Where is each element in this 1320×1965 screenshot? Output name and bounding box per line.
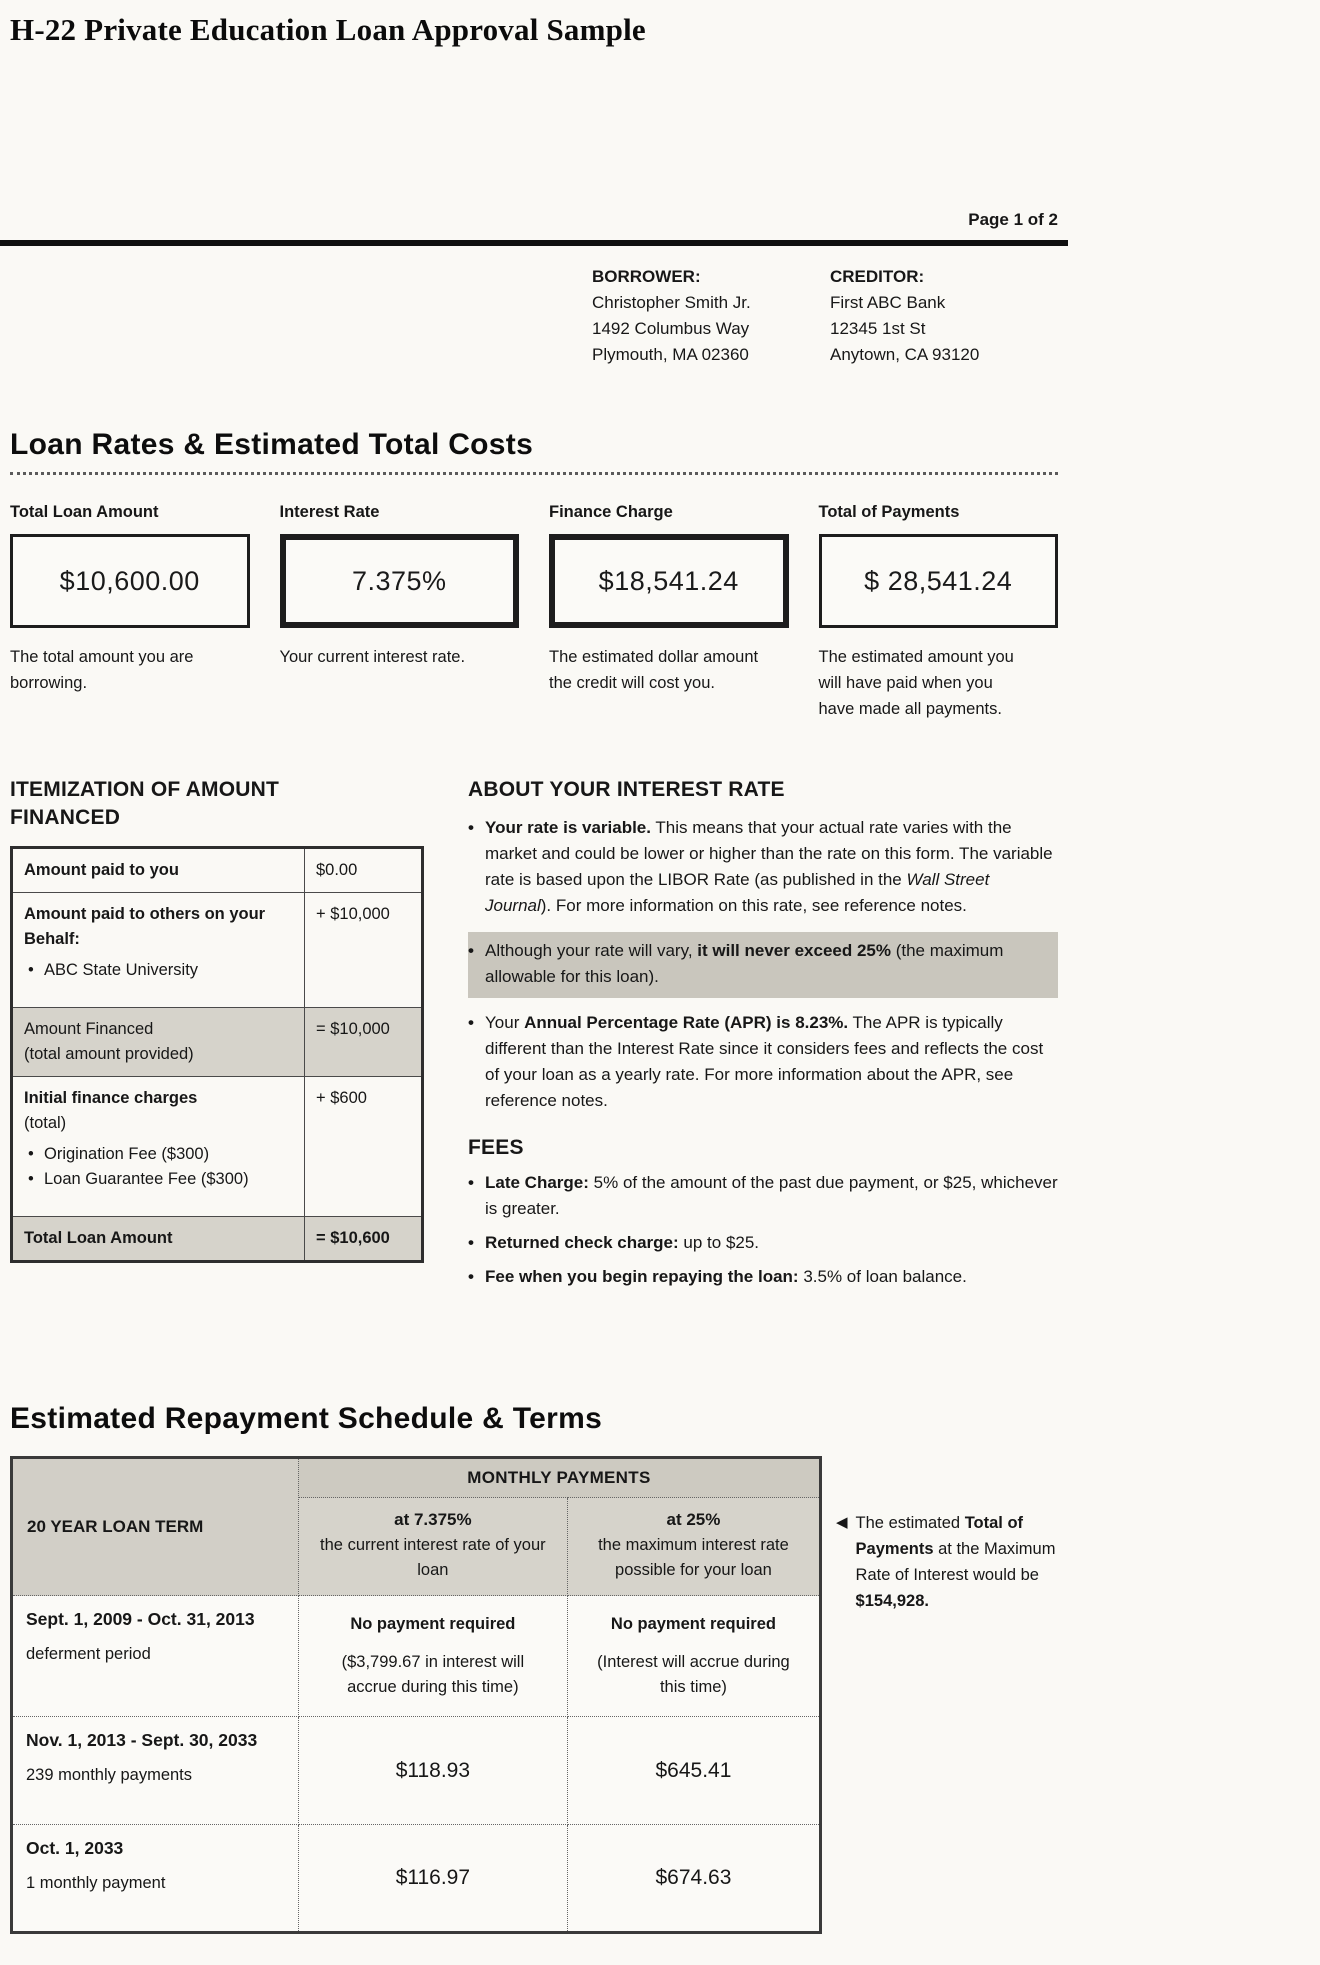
row-value: + $10,000	[305, 893, 423, 1008]
row-label: Amount Financed	[24, 1020, 154, 1038]
repayment-fee-bullet: • Fee when you begin repaying the loan: 3.5% of loan balance.	[468, 1264, 1058, 1290]
itemization-section	[10, 776, 424, 1290]
rate-column-header-current: at 7.375% the current interest rate of your loan	[298, 1498, 567, 1596]
finance-charge-caption: The estimated dollar amount the credit will cost you.	[549, 648, 759, 692]
table-row	[12, 1077, 423, 1217]
section-heading-repayment: Estimated Repayment Schedule & Terms	[10, 1402, 603, 1435]
interest-rate-label: Interest Rate	[279, 503, 380, 521]
finance-charge-column	[549, 503, 789, 722]
payment-cell-current: No payment required ($3,799.67 in interest will accrue during this time)	[298, 1596, 567, 1717]
late-charge-bullet: • Late Charge: 5% of the amount of the past due payment, or $25, whichever is greater.	[468, 1170, 1058, 1222]
borrower-section	[592, 264, 751, 368]
total-loan-amount-box: $10,600.00	[10, 534, 250, 628]
parties-block	[10, 264, 1058, 382]
apr-bullet: • Your Annual Percentage Rate (APR) is 8.23%. The APR is typically different than the Interest Rate since it considers fees and reflects the cost of your loan as a yearly rate. For more information about the APR, see reference notes.	[468, 1010, 1058, 1114]
borrower-address-line1: 1492 Columbus Way	[592, 319, 750, 338]
row-value: = $10,600	[305, 1217, 423, 1262]
repayment-row	[12, 1717, 821, 1825]
note-text: The estimated Total of Payments at the Maximum Rate of Interest would be $154,928.	[855, 1514, 1056, 1610]
loan-rates-row	[10, 503, 1058, 722]
total-of-payments-box: $ 28,541.24	[819, 534, 1059, 628]
repayment-table	[10, 1456, 822, 1934]
total-of-payments-label: Total of Payments	[818, 503, 960, 521]
itemization-heading: ITEMIZATION OF AMOUNT FINANCED	[10, 778, 279, 829]
rate-column-header-max: at 25% the maximum interest rate possible for your loan	[567, 1498, 820, 1596]
finance-charge-label: Finance Charge	[549, 503, 673, 521]
total-of-payments-caption: The estimated amount you will have paid when you have made all payments.	[818, 648, 1014, 718]
interest-rate-caption: Your current interest rate.	[279, 648, 466, 666]
max-total-payments-note	[836, 1456, 1062, 1934]
creditor-name: First ABC Bank	[830, 293, 946, 312]
payment-amount-current: $118.93	[298, 1717, 567, 1825]
about-interest-rate-heading: ABOUT YOUR INTEREST RATE	[468, 778, 785, 801]
interest-rate-info-section	[468, 776, 1058, 1290]
returned-check-bullet: • Returned check charge: up to $25.	[468, 1230, 1058, 1256]
period-label: Oct. 1, 2033	[26, 1838, 124, 1858]
monthly-payments-header: MONTHLY PAYMENTS	[298, 1458, 820, 1498]
payment-amount-max: $645.41	[567, 1717, 820, 1825]
fees-heading: FEES	[468, 1136, 524, 1159]
repayment-block	[10, 1456, 1058, 1934]
loan-term-header: 20 YEAR LOAN TERM	[12, 1458, 299, 1596]
payment-cell-max: No payment required (Interest will accrue during this time)	[567, 1596, 820, 1717]
rate-cap-highlight	[468, 932, 1058, 998]
total-of-payments-column	[819, 503, 1059, 722]
period-sublabel: 1 monthly payment	[26, 1874, 166, 1892]
row-label: Total Loan Amount	[24, 1229, 173, 1247]
creditor-section	[830, 264, 979, 368]
table-row	[12, 848, 423, 893]
page-number: Page 1 of 2	[968, 210, 1058, 229]
payment-amount-current: $116.97	[298, 1825, 567, 1933]
creditor-address-line2: Anytown, CA 93120	[830, 345, 980, 364]
borrower-label: BORROWER:	[592, 267, 701, 286]
creditor-label: CREDITOR:	[830, 267, 925, 286]
period-label: Sept. 1, 2009 - Oct. 31, 2013	[26, 1609, 255, 1629]
row-label: Initial finance charges	[24, 1089, 198, 1107]
row-value: $0.00	[305, 848, 423, 893]
period-sublabel: 239 monthly payments	[26, 1766, 193, 1784]
table-header-row	[12, 1458, 821, 1498]
row-value: = $10,000	[305, 1008, 423, 1077]
payment-amount-max: $674.63	[567, 1825, 820, 1933]
interest-rate-column	[280, 503, 520, 722]
document-title: H-22 Private Education Loan Approval Sample	[10, 12, 646, 47]
row-bullet: • Origination Fee ($300)	[24, 1142, 293, 1167]
row-value: + $600	[305, 1077, 423, 1217]
row-bullet: • Loan Guarantee Fee ($300)	[24, 1167, 293, 1192]
itemization-table	[10, 846, 424, 1263]
header-rule	[0, 240, 1068, 246]
period-sublabel: deferment period	[26, 1645, 151, 1663]
final-payment-row	[12, 1825, 821, 1933]
borrower-name: Christopher Smith Jr.	[592, 293, 751, 312]
row-sublabel: (total)	[24, 1114, 67, 1132]
borrower-address-line2: Plymouth, MA 02360	[592, 345, 749, 364]
total-loan-amount-caption: The total amount you are borrowing.	[10, 648, 194, 692]
section-heading-loan-rates: Loan Rates & Estimated Total Costs	[10, 428, 1058, 475]
period-label: Nov. 1, 2013 - Sept. 30, 2033	[26, 1730, 258, 1750]
table-row	[12, 1217, 423, 1262]
rate-variable-bullet: • Your rate is variable. This means that your actual rate varies with the market and could be lower or higher than the rate on this form. The variable rate is based upon the LIBOR Rate (as published in the Wall Street Journal). For more information on this rate, see reference notes.	[468, 815, 1058, 919]
table-row	[12, 893, 423, 1008]
deferment-row	[12, 1596, 821, 1717]
table-row	[12, 1008, 423, 1077]
creditor-address-line1: 12345 1st St	[830, 319, 926, 338]
rate-cap-bullet: • Although your rate will vary, it will never exceed 25% (the maximum allowable for this loan).	[468, 938, 1046, 990]
row-label: Amount paid to others on your Behalf:	[24, 905, 266, 948]
interest-rate-box: 7.375%	[280, 534, 520, 628]
total-loan-amount-column	[10, 503, 250, 722]
finance-charge-box: $18,541.24	[549, 534, 789, 628]
row-sublabel: (total amount provided)	[24, 1045, 194, 1063]
row-bullet: • ABC State University	[24, 958, 293, 983]
total-loan-amount-label: Total Loan Amount	[10, 503, 159, 521]
row-label: Amount paid to you	[24, 861, 179, 879]
middle-columns	[10, 776, 1058, 1290]
left-arrow-icon: ◀	[836, 1514, 848, 1531]
